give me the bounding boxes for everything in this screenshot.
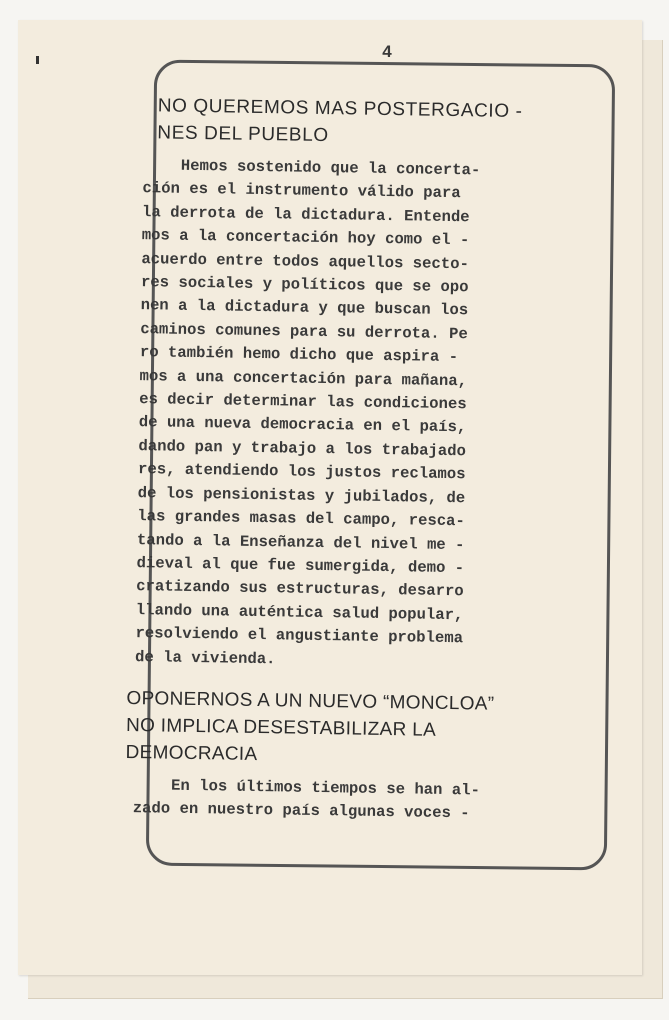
heading-line: NO IMPLICA DESESTABILIZAR LA xyxy=(125,714,437,741)
body-line: de los pensionistas y jubilados, de xyxy=(137,483,466,507)
body-line: dieval al que fue sumergida, demo - xyxy=(136,554,465,578)
body-line: mos a una concertación para mañana, xyxy=(139,366,468,390)
body-line: de una nueva democracia en el país, xyxy=(138,413,467,437)
body-line: ro también hemo dicho que aspira - xyxy=(139,343,459,367)
article-content xyxy=(122,92,599,844)
body-line: res sociales y políticos que se opo xyxy=(140,273,469,297)
section-heading-postergaciones xyxy=(157,92,599,153)
body-line: zado en nuestro país algunas voces - xyxy=(132,799,470,823)
page-number: 4 xyxy=(382,42,392,61)
body-line: tando a la Enseñanza del nivel me - xyxy=(136,530,465,554)
heading-line: NO QUEREMOS MAS POSTERGACIO - xyxy=(157,95,523,123)
heading-line: OPONERNOS A UN NUEVO “MONCLOA” xyxy=(126,687,495,715)
body-line: En los últimos tiempos se han al- xyxy=(170,776,481,800)
heading-line: DEMOCRACIA xyxy=(125,741,258,765)
body-line: caminos comunes para su derrota. Pe xyxy=(140,319,468,344)
body-line: acuerdo entre todos aquellos secto- xyxy=(141,249,470,273)
body-line: nen a la dictadura y que buscan los xyxy=(140,296,469,320)
section-body-postergaciones xyxy=(135,154,598,676)
body-line: Hemos sostenido que la concerta- xyxy=(180,156,481,180)
section-body-moncloa xyxy=(133,774,589,828)
body-line: dando pan y trabajo a los trabajado xyxy=(138,436,467,461)
binding-mark xyxy=(36,56,39,64)
section-heading-moncloa xyxy=(125,685,589,773)
body-line: las grandes masas del campo, resca- xyxy=(137,507,465,531)
body-line: la derrota de la dictadura. Entende xyxy=(141,202,470,227)
body-line: resolviendo el angustiante problema xyxy=(135,624,464,648)
body-line: ción es el instrumento válido para xyxy=(142,179,461,203)
body-line: llando una auténtica salud popular, xyxy=(135,600,464,624)
body-line: res, atendiendo los justos reclamos xyxy=(137,460,466,484)
body-line: de la vivienda. xyxy=(134,647,276,668)
body-line: cratizando sus estructuras, desarro xyxy=(136,577,464,601)
heading-line: NES DEL PUEBLO xyxy=(157,122,329,147)
body-line: mos a la concertación hoy como el - xyxy=(141,226,470,250)
body-line: es decir determinar las condiciones xyxy=(139,390,467,414)
